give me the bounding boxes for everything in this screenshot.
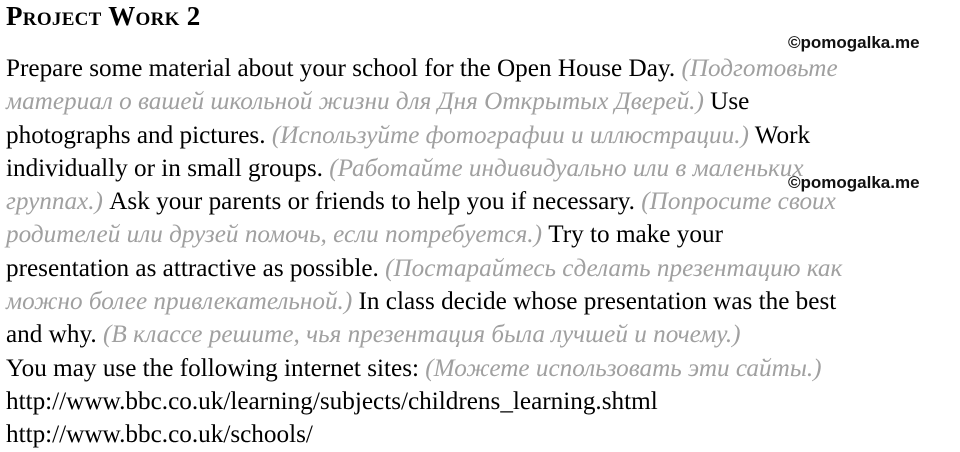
english-text: individually or in small groups.: [6, 154, 323, 182]
link-bbc-schools[interactable]: http://www.bbc.co.uk/schools/: [6, 421, 313, 449]
english-text: You may use the following internet sites:: [6, 354, 419, 382]
text-line: [6, 52, 958, 85]
text-line: [6, 218, 958, 251]
russian-translation: родителей или друзей помочь, если потребуется.): [6, 221, 542, 249]
russian-translation: (Попросите своих: [641, 188, 836, 216]
russian-translation: (Используйте фотографии и иллюстрации.): [271, 121, 749, 149]
russian-translation: можно более привлекательной.): [6, 288, 353, 316]
text-line: [6, 252, 958, 285]
russian-translation: (Работайте индивидуально или в маленьких: [329, 154, 804, 182]
text-line: [6, 119, 958, 152]
english-text: Use: [710, 88, 750, 116]
text-line: [6, 318, 958, 351]
link-bbc-learning[interactable]: http://www.bbc.co.uk/learning/subjects/childrens_learning.shtml: [6, 387, 658, 415]
text-line: [6, 352, 958, 385]
text-line: [6, 85, 958, 118]
russian-translation: (Постарайтесь сделать презентацию как: [385, 254, 843, 282]
watermark: ©pomogalka.me: [788, 33, 920, 52]
english-text: presentation as attractive as possible.: [6, 254, 379, 282]
page-title: Project Work 2: [6, 1, 201, 31]
text-line: [6, 285, 958, 318]
english-text: and why.: [6, 321, 97, 349]
english-text: Ask your parents or friends to help you if necessary.: [109, 188, 635, 216]
russian-translation: (Можете использовать эти сайты.): [425, 354, 822, 382]
english-text: Try to make your: [548, 221, 723, 249]
russian-translation: (В классе решите, чья презентация была лучшей и почему.): [103, 321, 741, 349]
english-text: Prepare some material about your school for the Open House Day.: [6, 55, 676, 82]
russian-translation: материал о вашей школьной жизни для Дня Открытых Дверей.): [6, 88, 704, 116]
watermark: ©pomogalka.me: [788, 173, 920, 192]
russian-translation: (Подготовьте: [681, 55, 838, 82]
english-text: Work: [754, 121, 811, 149]
task-text: [6, 52, 958, 452]
english-text: In class decide whose presentation was the best: [358, 288, 837, 316]
russian-translation: группах.): [6, 188, 103, 216]
english-text: photographs and pictures.: [6, 121, 266, 149]
